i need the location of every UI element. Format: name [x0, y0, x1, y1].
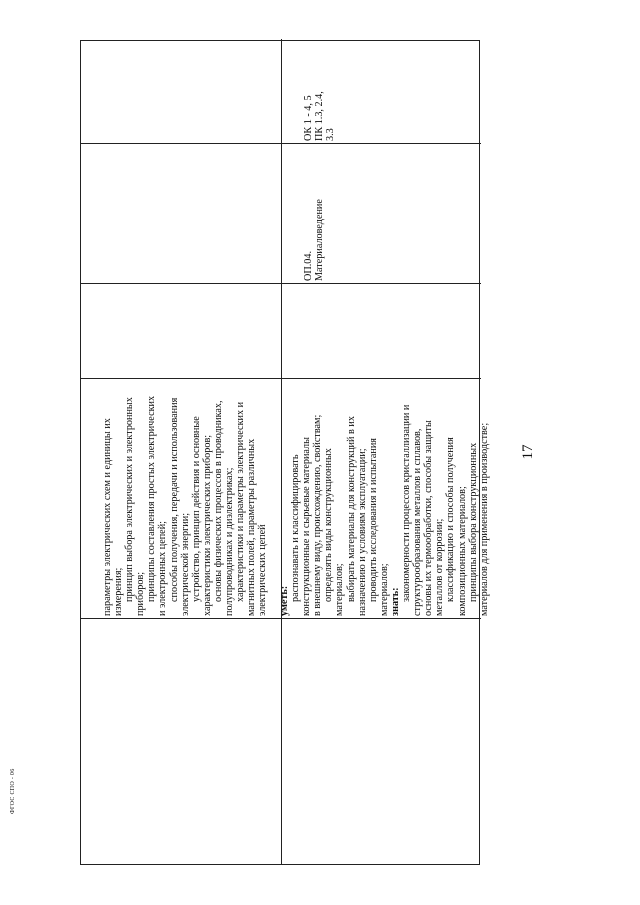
text-line: параметры электрических схем и единицы их — [102, 418, 113, 616]
discipline-name: Материаловедение — [314, 199, 326, 281]
text-line: принцип выбора электрических и электронных — [124, 397, 136, 602]
text-line: назначению и условиям эксплуатации; — [356, 448, 368, 616]
text-line: полупроводниках и диэлектриках; — [224, 467, 236, 616]
text-line: электрических цепей — [257, 524, 269, 616]
section-heading: знать: — [389, 587, 401, 616]
text-line: характеристики и параметры электрических и — [235, 401, 247, 602]
text-line: принципы составления простых электрических — [146, 395, 158, 602]
text-line: способы получения, передачи и использования — [168, 397, 180, 602]
text-line: и электронных цепей; — [157, 521, 169, 616]
column-divider — [81, 283, 481, 284]
text-line: структурообразования металлов и сплавов, — [412, 428, 424, 616]
text-line: приборов; — [135, 571, 147, 616]
text-line: основы физических процессов в проводниках, — [212, 400, 224, 602]
text-line: классификацию и способы получения — [445, 437, 457, 602]
text-line: магнитных полей, параметры различных — [246, 438, 258, 616]
rotated-table-page — [80, 40, 490, 865]
text-line: закономерности процессов кристаллизации и — [401, 404, 413, 602]
competency-line: 3.3 — [325, 128, 337, 141]
section-heading: уметь: — [279, 585, 290, 616]
text-line: основы их термообработки, способы защиты — [423, 420, 435, 616]
text-line: материалов для применения в производстве; — [478, 422, 490, 616]
column-divider — [81, 143, 481, 144]
footer-mark: ФГОС СПО - 06 — [10, 768, 16, 814]
competency-line: ПК 1.3, 2.4, — [314, 91, 326, 141]
column-divider — [81, 618, 481, 619]
page-number: 17 — [520, 444, 536, 460]
text-line: измерения; — [113, 567, 125, 616]
competencies-cell — [303, 45, 336, 141]
text-line: конструкционные и сырьевые материалы — [301, 437, 313, 616]
text-line: металлов от коррозии; — [434, 518, 446, 616]
text-line: электрической энергии; — [179, 512, 191, 616]
competency-line: ОК 1 - 4, 5 — [303, 95, 314, 141]
text-line: проводить исследования и испытания — [367, 438, 379, 602]
text-line: устройство, принцип действия и основные — [190, 416, 202, 602]
column-divider — [81, 378, 481, 379]
text-line: распознавать и классифицировать — [290, 454, 302, 602]
text-line: композиционных материалов; — [456, 486, 468, 616]
discipline-cell — [303, 149, 325, 281]
text-line: выбирать материалы для конструкций в их — [345, 416, 357, 602]
text-line: в внешнему виду, происхождению, свойствам; — [312, 414, 324, 616]
requirements-cell-bottom — [279, 384, 490, 616]
text-line: принципы выбора конструкционных — [467, 442, 479, 602]
discipline-code: ОП.04. — [303, 251, 314, 281]
requirements-cell-top — [102, 384, 268, 616]
text-line: материалов; — [334, 563, 346, 616]
text-line: определять виды конструкционных — [323, 448, 335, 602]
text-line: характеристики электрических приборов; — [201, 434, 213, 616]
text-line: материалов; — [378, 563, 390, 616]
